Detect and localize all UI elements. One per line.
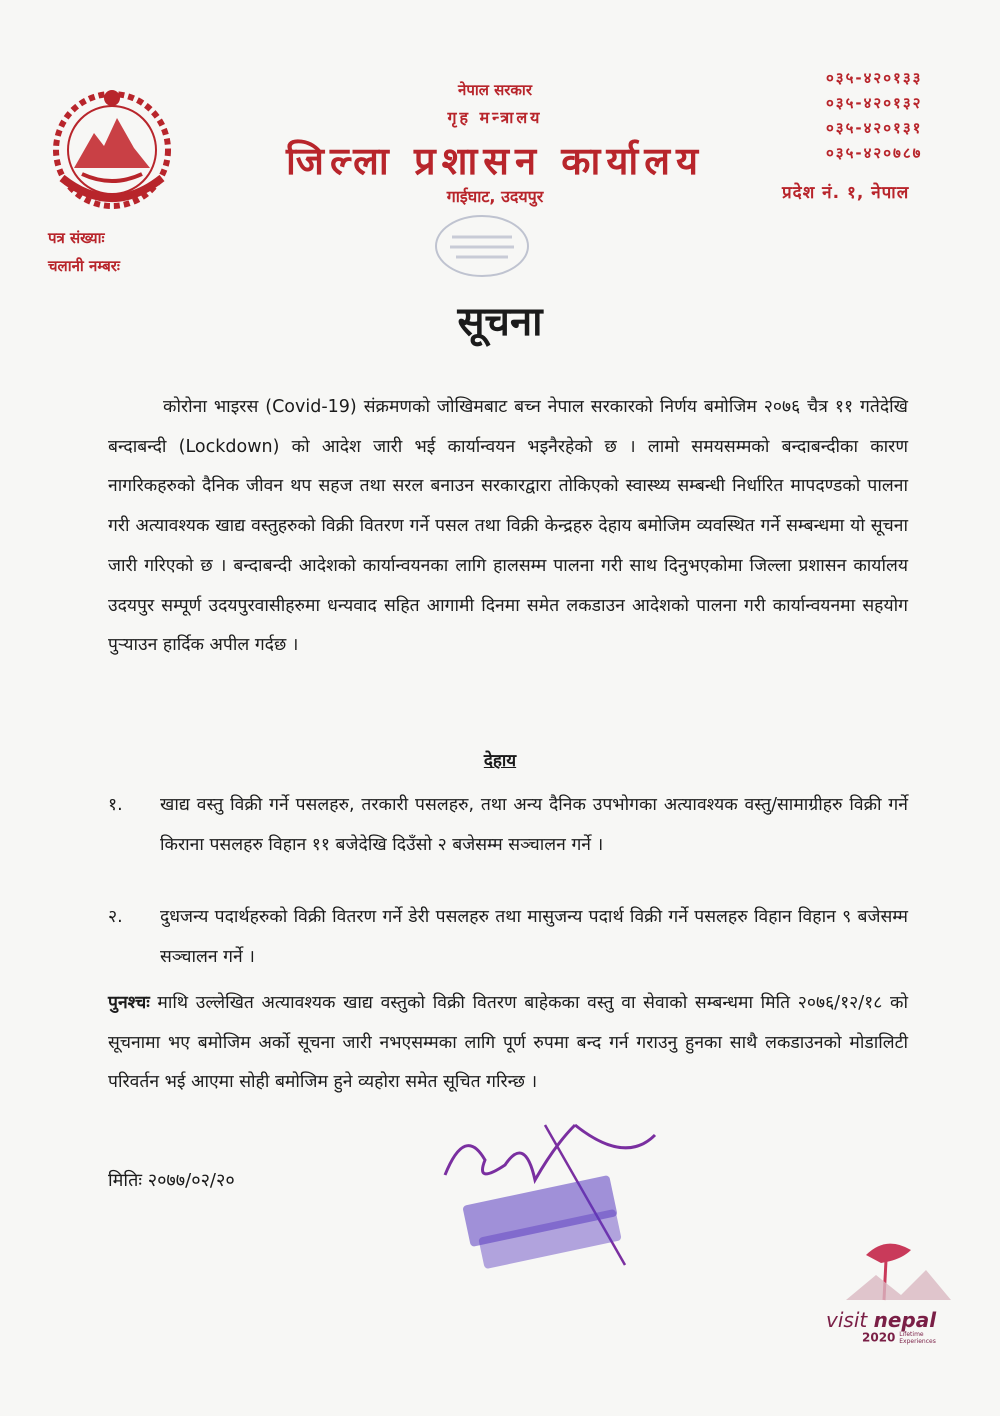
letter-number-label: पत्र संख्याः — [48, 229, 105, 247]
notice-title: सूचना — [457, 299, 543, 345]
postscript-text: माथि उल्लेखित अत्यावश्यक खाद्य वस्तुको विक्री वितरण बाहेकका वस्तु वा सेवाको सम्बन्धमा मिति २०७६/१२/१८ को सूचनामा भए बमोजिम अर्को सूचना जारी नभएसम्मका लागि पूर्ण रुपमा बन्द गर्न गराउनु हुनका साथै लकडाउनको मोडालिटी परिवर्तन भई आएमा सोही बमोजिम हुने व्यहोरा समेत सूचित गरिन्छ । — [108, 993, 908, 1093]
postscript — [108, 984, 908, 1103]
province-label: प्रदेश नं. १, नेपाल — [782, 183, 910, 203]
visit-nepal-emblem-icon — [826, 1235, 966, 1305]
phone-number: ०३५-४२०१३३ — [826, 69, 923, 87]
item-number: २. — [108, 907, 123, 927]
office-address: गाईघाट, उदयपुर — [446, 187, 544, 206]
phone-number: ०३५-४२०१३१ — [826, 119, 923, 137]
office-name: जिल्ला प्रशासन कार्यालय — [285, 139, 705, 183]
office-stamp-icon — [432, 213, 532, 279]
notice-paragraph: कोरोना भाइरस (Covid-19) संक्रमणको जोखिमबाट बच्न नेपाल सरकारको निर्णय बमोजिम २०७६ चैत्र ११ गतेदेखि बन्दाबन्दी (Lockdown) को आदेश जारी भई कार्यान्वयन भइनैरहेको छ । लामो समयसम्मको बन्दाबन्दीका कारण नागरिकहरुको दैनिक जीवन थप सहज तथा सरल बनाउन सरकारद्वारा तोकिएको स्वास्थ्य सम्बन्धी निर्धारित मापदण्डको पालना गरी अत्यावश्यक खाद्य वस्तुहरुको विक्री वितरण गर्ने पसल तथा विक्री केन्द्रहरु देहाय बमोजिम व्यवस्थित गर्ने सम्बन्धमा यो सूचना जारी गरिएको छ । बन्दाबन्दी आदेशको कार्यान्वयनका लागि हालसम्म पालना गरी साथ दिनुभएकोमा जिल्ला प्रशासन कार्यालय उदयपुर सम्पूर्ण उदयपुरवासीहरुमा धन्यवाद सहित आगामी दिनमा समेत लकडाउन आदेशको पालना गरी कार्यान्वयनमा सहयोग पुऱ्याउन हार्दिक अपील गर्दछ । — [108, 397, 908, 656]
list-item — [108, 786, 908, 865]
list-item — [108, 898, 908, 977]
signature-and-stamp-icon — [425, 1105, 665, 1290]
item-number: १. — [108, 795, 123, 815]
visit-nepal-logo — [826, 1235, 966, 1365]
phone-numbers — [826, 66, 956, 166]
phone-number: ०३५-४२०७८७ — [826, 144, 923, 162]
logo-tagline-2: Experiences — [899, 1338, 936, 1345]
item-text: दुधजन्य पदार्थहरुको विक्री वितरण गर्ने डेरी पसलहरु तथा मासुजन्य पदार्थ विक्री गर्ने पसलहरु विहान विहान ९ बजेसम्म सञ्चालन गर्ने । — [160, 907, 908, 967]
notice-subheading: देहाय — [483, 751, 517, 771]
logo-tagline-1: Lifetime — [899, 1331, 924, 1338]
nepal-emblem-icon — [42, 78, 182, 218]
ministry-name: गृह मन्त्रालय — [447, 108, 543, 127]
logo-year: 2020 — [862, 1330, 896, 1345]
government-name: नेपाल सरकार — [458, 81, 532, 99]
postscript-label: पुनश्चः — [108, 993, 150, 1013]
logo-visit: visit — [826, 1308, 868, 1332]
notice-date: मितिः २०७७/०२/२० — [108, 1170, 235, 1191]
dispatch-number-label: चलानी नम्बरः — [48, 257, 120, 275]
logo-nepal: nepal — [873, 1308, 937, 1332]
phone-number: ०३५-४२०१३२ — [826, 94, 923, 112]
item-text: खाद्य वस्तु विक्री गर्ने पसलहरु, तरकारी पसलहरु, तथा अन्य दैनिक उपभोगका अत्यावश्यक वस्तु/सामाग्रीहरु विक्री गर्ने किराना पसलहरु विहान ११ बजेदेखि दिउँसो २ बजेसम्म सञ्चालन गर्ने । — [160, 795, 908, 855]
